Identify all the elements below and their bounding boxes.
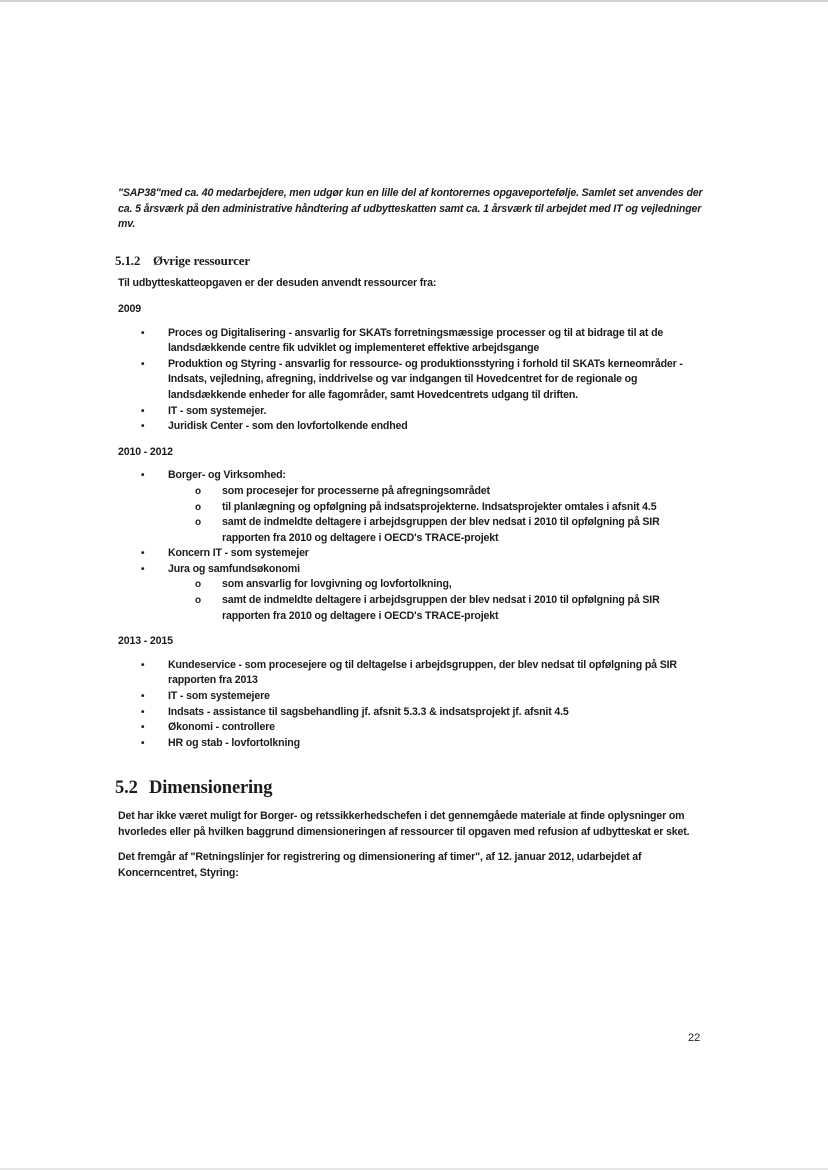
- section-5-1-2-heading: [115, 253, 708, 269]
- scan-top-edge: [0, 0, 828, 2]
- section-number: 5.1.2: [115, 252, 141, 268]
- list-item-text: Økonomi - controllere: [168, 721, 275, 734]
- year-heading-2009: 2009: [118, 302, 141, 315]
- list-item-text: Koncern IT - som systemejer: [168, 547, 309, 560]
- sublist-item: [192, 593, 708, 624]
- list-item-text: Kundeservice - som procesejere og til deltagelse i arbejdsgruppen, der blev nedsat til opfølgning på SIR rapporten fra 2013: [168, 658, 677, 687]
- bullet-icon: •: [141, 548, 145, 560]
- bullet-icon: •: [141, 327, 145, 339]
- section-title: Dimensionering: [149, 778, 273, 799]
- circle-bullet-icon: o: [195, 595, 201, 607]
- bullet-icon: •: [141, 358, 145, 370]
- list-item: [138, 720, 708, 736]
- list-item: [138, 562, 708, 624]
- dimensionering-paragraph-2: Det fremgår af "Retningslinjer for registrering og dimensionering af timer", af 12. januar 2012, udarbejdet af Koncerncentret, Styring:: [118, 851, 642, 879]
- sublist-borger: [168, 484, 708, 546]
- list-item: [138, 419, 708, 435]
- list-item: [138, 736, 708, 752]
- sublist-item-text: til planlægning og opfølgning på indsatsprojekterne. Indsatsprojekter omtales i afsnit 4.5: [222, 500, 657, 513]
- list-item-text: Produktion og Styring - ansvarlig for ressource- og produktionsstyring i forhold til SKATs kerneområder - Indsats, vejledning, afregning, inddrivelse og var indgangen til Hovedcentret for de regionale og landsdækkende enheder for alle fagområder, samt Hovedcentrets udgang til driften.: [168, 357, 683, 401]
- list-item: [138, 658, 708, 689]
- sublist-item: [192, 515, 708, 546]
- list-2013-2015: [118, 658, 708, 752]
- sublist-item: [192, 577, 708, 593]
- circle-bullet-icon: o: [195, 579, 201, 591]
- sublist-item: [192, 484, 708, 500]
- sublist-item-text: som ansvarlig for lovgivning og lovfortolkning,: [222, 578, 452, 591]
- circle-bullet-icon: o: [195, 517, 201, 529]
- sublist-item-text: samt de indmeldte deltagere i arbejdsgruppen der blev nedsat i 2010 til opfølgning på SIR rapporten fra 2010 og deltagere i OECD's TRACE-projekt: [222, 516, 660, 544]
- bullet-icon: •: [141, 563, 145, 575]
- list-item: [138, 404, 708, 420]
- section-lead: Til udbytteskatteopgaven er der desuden anvendt ressourcer fra:: [118, 277, 437, 290]
- bullet-icon: •: [141, 659, 145, 671]
- list-item-text: Jura og samfundsøkonomi: [168, 562, 300, 575]
- dimensionering-paragraph-1: Det har ikke været muligt for Borger- og retssikkerhedschefen i det gennemgåede materiale at finde oplysninger om hvorledes eller på hvilken baggrund dimensioneringen af ressourcer til opgaven med refusion af udbytteskat er sket.: [118, 810, 690, 838]
- bullet-icon: •: [141, 706, 145, 718]
- list-item: [138, 357, 708, 404]
- circle-bullet-icon: o: [195, 501, 201, 513]
- bullet-icon: •: [141, 405, 145, 417]
- list-item-text: IT - som systemejere: [168, 690, 270, 703]
- section-title: Øvrige ressourcer: [153, 252, 250, 268]
- list-item: [138, 705, 708, 721]
- page-number: 22: [688, 1032, 701, 1044]
- sublist-item-text: samt de indmeldte deltagere i arbejdsgruppen der blev nedsat i 2010 til opfølgning på SIR rapporten fra 2010 og deltagere i OECD's TRACE-projekt: [222, 594, 660, 622]
- intro-paragraph: "SAP38"med ca. 40 medarbejdere, men udgør kun en lille del af kontorernes opgaveportefølje. Samlet set anvendes der ca. 5 årsværk på den administrative håndtering af udbytteskatten samt ca. 1 årsværk til arbejdet med IT og vejledninger mv.: [118, 187, 703, 231]
- year-heading-2010-2012: 2010 - 2012: [118, 445, 173, 458]
- bullet-icon: •: [141, 737, 145, 749]
- circle-bullet-icon: o: [195, 485, 201, 497]
- list-item-text: Proces og Digitalisering - ansvarlig for SKATs forretningsmæssige processer og til at bidrage til at de landsdækkende centre fik udviklet og implementeret effektive arbejdsgange: [168, 326, 664, 355]
- bullet-icon: •: [141, 421, 145, 433]
- list-item: [138, 326, 708, 357]
- list-item: [138, 689, 708, 705]
- sublist-item-text: som procesejer for processerne på afregningsområdet: [222, 484, 490, 497]
- section-number: 5.2: [115, 778, 138, 799]
- list-item-text: IT - som systemejer.: [168, 404, 267, 417]
- list-item: [138, 546, 708, 562]
- list-item-text: Borger- og Virksomhed:: [168, 469, 286, 482]
- bullet-icon: •: [141, 470, 145, 482]
- list-2009: [118, 326, 708, 435]
- sublist-item: [192, 500, 708, 516]
- sublist-jura: [168, 577, 708, 624]
- list-item-text: Indsats - assistance til sagsbehandling jf. afsnit 5.3.3 & indsatsprojekt jf. afsnit 4.5: [168, 705, 569, 718]
- section-5-2-heading: [115, 778, 708, 799]
- document-page: [115, 186, 708, 891]
- list-item: [138, 468, 708, 546]
- year-heading-2013-2015: 2013 - 2015: [118, 635, 173, 648]
- list-item-text: Juridisk Center - som den lovfortolkende endhed: [168, 420, 408, 433]
- bullet-icon: •: [141, 722, 145, 734]
- list-2010-2012: [118, 468, 708, 624]
- bullet-icon: •: [141, 691, 145, 703]
- list-item-text: HR og stab - lovfortolkning: [168, 736, 300, 749]
